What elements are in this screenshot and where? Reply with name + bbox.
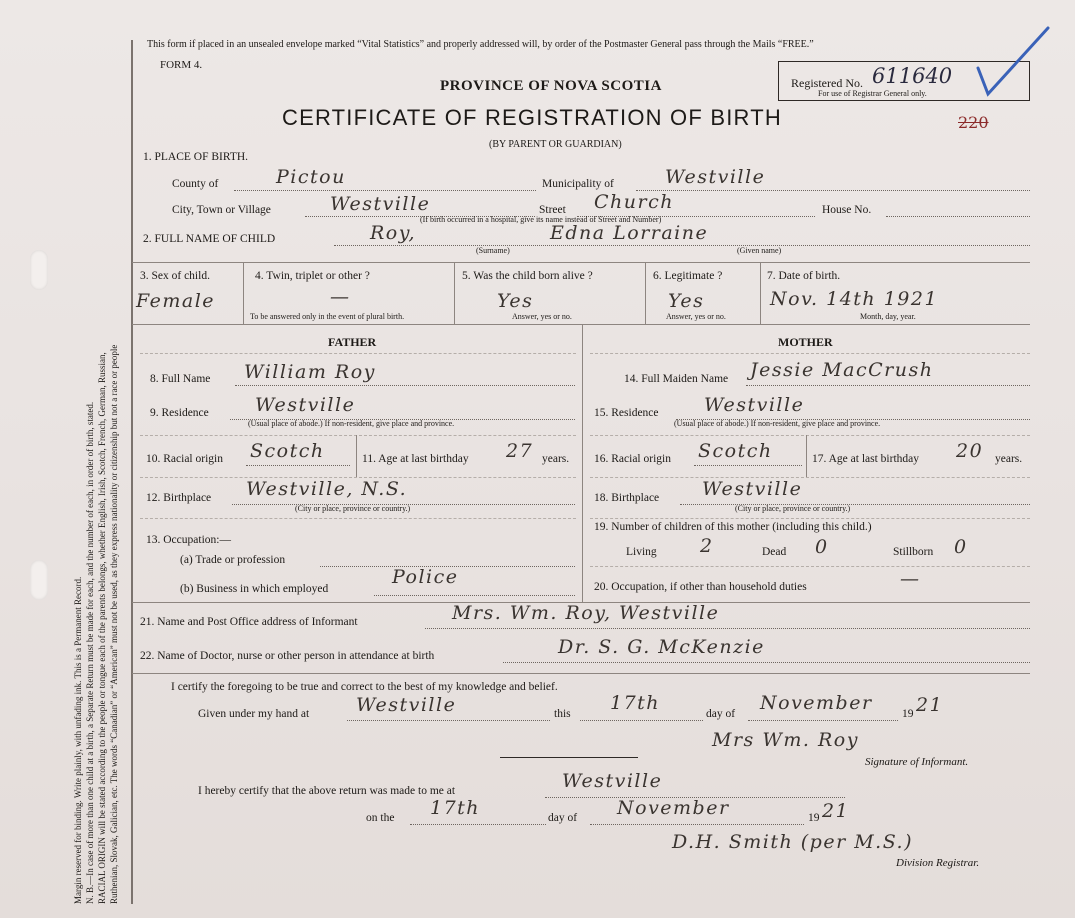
rule xyxy=(590,353,1030,354)
living-count: 2 xyxy=(700,535,714,557)
alive-value: Yes xyxy=(497,290,534,312)
dob-value: Nov. 14th 1921 xyxy=(770,288,939,310)
mother-occupation: — xyxy=(900,568,921,590)
rule xyxy=(140,353,576,354)
mother-birthplace-line xyxy=(680,504,1030,505)
registered-note: For use of Registrar General only. xyxy=(818,89,927,98)
legitimate-note: Answer, yes or no. xyxy=(666,312,726,321)
registrar-caption: Division Registrar. xyxy=(896,857,980,869)
father-heading: FATHER xyxy=(328,335,377,349)
page-subtitle: (BY PARENT OR GUARDIAN) xyxy=(489,139,622,150)
binding-hole xyxy=(30,250,48,290)
signature-caption: Signature of Informant. xyxy=(865,756,969,768)
business-line xyxy=(374,595,575,596)
registrar-day: 17th xyxy=(430,797,481,819)
given-place-line xyxy=(347,720,550,721)
living-label: Living xyxy=(626,546,657,558)
margin-instructions xyxy=(72,24,120,904)
doctor-label: 22. Name of Doctor, nurse or other person in attendance at birth xyxy=(140,650,435,662)
doctor-line xyxy=(503,662,1030,663)
mail-notice: This form if placed in an unsealed envelope marked “Vital Statistics” and properly addressed will, by order of the Postmaster General pass through the Mails “FREE.” xyxy=(147,39,814,50)
father-race: Scotch xyxy=(250,440,325,462)
stillborn-count: 0 xyxy=(954,536,968,558)
mother-heading: MOTHER xyxy=(778,335,833,349)
county-line xyxy=(234,190,536,191)
father-birthplace-label: 12. Birthplace xyxy=(146,492,212,504)
house-line xyxy=(886,216,1030,217)
dead-count: 0 xyxy=(815,536,829,558)
trade-label: (a) Trade or profession xyxy=(180,554,286,566)
this-label: this xyxy=(554,708,571,720)
registrar-month: November xyxy=(617,797,730,819)
certify-month: November xyxy=(760,692,873,714)
father-residence: Westville xyxy=(255,394,356,416)
street-label: Street xyxy=(539,204,566,216)
children-label: 19. Number of children of this mother (including this child.) xyxy=(594,521,872,533)
child-name-label: 2. FULL NAME OF CHILD xyxy=(143,233,276,245)
rule xyxy=(454,262,455,324)
mother-age: 20 xyxy=(956,440,984,462)
mother-name: Jessie MacCrush xyxy=(750,359,934,381)
rule xyxy=(140,518,576,519)
registrar-month-line xyxy=(590,824,804,825)
certify-day: 17th xyxy=(610,692,661,714)
father-years: years. xyxy=(542,453,570,465)
twin-note: To be answered only in the event of plural birth. xyxy=(250,312,405,321)
on-the-label: on the xyxy=(366,812,395,824)
father-business: Police xyxy=(392,566,459,588)
mother-name-line xyxy=(746,385,1030,386)
father-residence-note: (Usual place of abode.) If non-resident, give place and province. xyxy=(248,419,455,428)
father-age: 27 xyxy=(506,440,534,462)
margin-line: Margin reserved for binding. Write plainly, with unfading ink. This is a Permanent Record. xyxy=(73,576,83,904)
binding-hole xyxy=(30,560,48,600)
sex-value: Female xyxy=(136,290,216,312)
registrar-year: 21 xyxy=(822,800,850,822)
child-surname: Roy, xyxy=(370,222,416,244)
certify-place: Westville xyxy=(356,694,457,716)
registrar-day-of-label: day of xyxy=(548,812,578,824)
given-name-note: (Given name) xyxy=(737,246,782,255)
registered-label: Registered No. xyxy=(791,76,863,90)
alive-note: Answer, yes or no. xyxy=(512,312,572,321)
city-value: Westville xyxy=(330,193,431,215)
stillborn-label: Stillborn xyxy=(893,546,934,558)
mother-birthplace-note: (City or place, province or country.) xyxy=(735,504,851,513)
street-value: Church xyxy=(594,191,674,213)
mother-race-label: 16. Racial origin xyxy=(594,453,671,465)
municipality-line xyxy=(636,190,1030,191)
place-heading: 1. PLACE OF BIRTH. xyxy=(143,151,249,163)
mother-birthplace-label: 18. Birthplace xyxy=(594,492,660,504)
page-title: CERTIFICATE OF REGISTRATION OF BIRTH xyxy=(282,105,782,130)
rule xyxy=(590,435,1030,436)
margin-line: N. B.—In case of more than one child at a birth, a Separate Return must be made for each, and the number of each, in order of birth, stated. xyxy=(85,401,95,904)
certify-text: I certify the foregoing to be true and correct to the best of my knowledge and belief. xyxy=(171,681,558,693)
rule xyxy=(140,435,576,436)
mother-race-line xyxy=(694,465,802,466)
year-prefix: 19 xyxy=(902,708,914,720)
rule xyxy=(500,757,638,758)
given-under-label: Given under my hand at xyxy=(198,708,310,720)
province-heading: PROVINCE OF NOVA SCOTIA xyxy=(440,78,662,94)
mother-age-label: 17. Age at last birthday xyxy=(812,453,919,465)
margin-line: RACIAL ORIGIN will be stated according to the people or tongue each of the parents belongs, whether English, Irish, Scotch, French, German, Russian, xyxy=(97,352,107,904)
rule xyxy=(590,477,1030,478)
mother-name-label: 14. Full Maiden Name xyxy=(624,373,729,385)
mother-race: Scotch xyxy=(698,440,773,462)
father-name-line xyxy=(235,385,575,386)
rule xyxy=(132,673,1030,674)
hospital-note: (If birth occurred in a hospital, give its name instead of Street and Number) xyxy=(420,215,662,224)
rule xyxy=(582,324,583,602)
rule xyxy=(806,435,807,477)
child-given-name: Edna Lorraine xyxy=(550,222,709,244)
surname-note: (Surname) xyxy=(476,246,510,255)
registrar-place: Westville xyxy=(562,770,663,792)
mother-residence: Westville xyxy=(704,394,805,416)
month-line xyxy=(748,720,898,721)
legitimate-label: 6. Legitimate ? xyxy=(653,270,723,282)
rule xyxy=(645,262,646,324)
municipality-value: Westville xyxy=(665,166,766,188)
father-name-label: 8. Full Name xyxy=(150,373,211,385)
county-label: County of xyxy=(172,178,219,190)
form-number: FORM 4. xyxy=(160,59,203,71)
rule xyxy=(243,262,244,324)
twin-label: 4. Twin, triplet or other ? xyxy=(255,270,370,282)
mother-birthplace: Westville xyxy=(702,478,803,500)
father-residence-label: 9. Residence xyxy=(150,407,209,419)
rule xyxy=(132,262,1030,263)
mother-residence-note: (Usual place of abode.) If non-resident, give place and province. xyxy=(674,419,881,428)
certify-year: 21 xyxy=(916,694,944,716)
informant-value: Mrs. Wm. Roy, Westville xyxy=(452,602,720,624)
registrar-signature: D.H. Smith (per M.S.) xyxy=(672,831,913,853)
sex-label: 3. Sex of child. xyxy=(140,270,210,282)
father-birthplace-note: (City or place, province or country.) xyxy=(295,504,411,513)
city-label: City, Town or Village xyxy=(172,204,271,216)
county-value: Pictou xyxy=(276,166,346,188)
rule xyxy=(132,324,1030,325)
day-line xyxy=(580,720,703,721)
informant-line xyxy=(425,628,1030,629)
rule xyxy=(356,435,357,477)
registrar-text: I hereby certify that the above return was made to me at xyxy=(198,785,456,797)
father-name: William Roy xyxy=(244,361,376,383)
business-label: (b) Business in which employed xyxy=(180,583,329,595)
alive-label: 5. Was the child born alive ? xyxy=(462,270,593,282)
registrar-year-prefix: 19 xyxy=(808,812,820,824)
dob-note: Month, day, year. xyxy=(860,312,916,321)
margin-line: Ruthenian, Slovak, Galician, etc. The words “Canadian” or “American” must not be used, as they express nationality or citizenship but not a race or people xyxy=(109,344,119,904)
father-birthplace: Westville, N.S. xyxy=(246,478,408,500)
twin-value: — xyxy=(330,286,351,308)
mother-occupation-label: 20. Occupation, if other than household duties xyxy=(594,581,807,593)
informant-label: 21. Name and Post Office address of Informant xyxy=(140,616,358,628)
rule xyxy=(590,566,1030,567)
registered-number: 611640 xyxy=(872,64,953,88)
legitimate-value: Yes xyxy=(668,290,705,312)
dead-label: Dead xyxy=(762,546,787,558)
doctor-value: Dr. S. G. McKenzie xyxy=(558,636,765,658)
rule xyxy=(590,518,1030,519)
father-race-label: 10. Racial origin xyxy=(146,453,223,465)
child-name-line xyxy=(334,245,1030,246)
corner-mark: 220 xyxy=(958,113,989,132)
day-of-label: day of xyxy=(706,708,736,720)
dob-label: 7. Date of birth. xyxy=(767,270,841,282)
municipality-label: Municipality of xyxy=(542,178,614,190)
father-age-label: 11. Age at last birthday xyxy=(362,453,469,465)
mother-residence-label: 15. Residence xyxy=(594,407,659,419)
mother-years: years. xyxy=(995,453,1023,465)
rule xyxy=(760,262,761,324)
father-race-line xyxy=(246,465,350,466)
margin-rule xyxy=(131,40,133,904)
registrar-day-line xyxy=(410,824,546,825)
father-occupation-label: 13. Occupation:— xyxy=(146,534,231,546)
informant-signature: Mrs Wm. Roy xyxy=(712,729,859,751)
house-label: House No. xyxy=(822,204,872,216)
check-mark-icon xyxy=(972,24,1052,100)
